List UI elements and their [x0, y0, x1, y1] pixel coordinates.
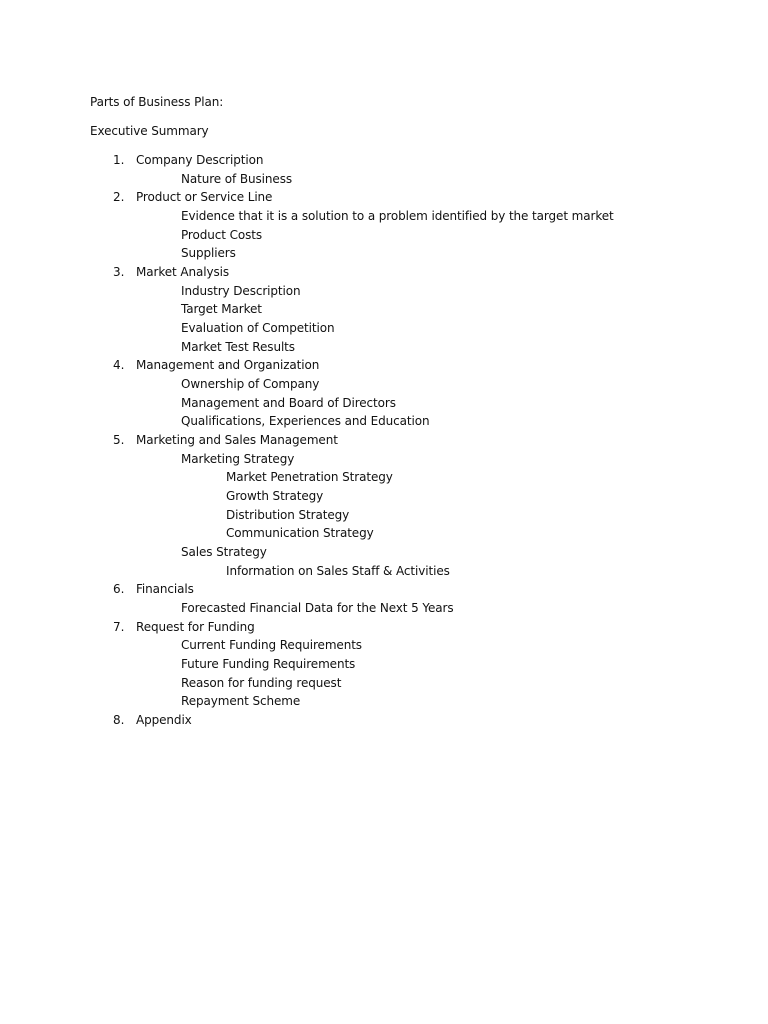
subsection-item: Industry Description [181, 284, 301, 298]
sub-subsection-item: Growth Strategy [226, 489, 324, 503]
subsection-item: Product Costs [181, 228, 263, 242]
section-title: Request for Funding [136, 620, 255, 634]
subsection-item: Management and Board of Directors [181, 396, 396, 410]
subsection-item: Suppliers [181, 246, 236, 260]
section-number: 5. [113, 433, 125, 447]
subsection-item: Reason for funding request [181, 676, 342, 690]
sub-subsection-item: Information on Sales Staff & Activities [226, 564, 450, 578]
section-number: 1. [113, 153, 125, 167]
sub-subsection-item: Market Penetration Strategy [226, 470, 393, 484]
section-number: 4. [113, 358, 125, 372]
subsection-item: Forecasted Financial Data for the Next 5 Years [181, 601, 454, 615]
subsection-item: Current Funding Requirements [181, 638, 362, 652]
section-number: 6. [113, 582, 125, 596]
subsection-item: Future Funding Requirements [181, 657, 356, 671]
subsection-item: Qualifications, Experiences and Education [181, 414, 430, 428]
section-title: Marketing and Sales Management [136, 433, 338, 447]
subsection-item: Marketing Strategy [181, 452, 295, 466]
section-number: 3. [113, 265, 125, 279]
subsection-item: Repayment Scheme [181, 694, 301, 708]
subsection-item: Ownership of Company [181, 377, 320, 391]
executive-summary-label: Executive Summary [90, 124, 209, 138]
document-heading: Parts of Business Plan: [90, 95, 224, 109]
sub-subsection-item: Communication Strategy [226, 526, 374, 540]
subsection-item: Nature of Business [181, 172, 293, 186]
section-title: Company Description [136, 153, 264, 167]
subsection-item: Evidence that it is a solution to a problem identified by the target market [181, 209, 614, 223]
section-title: Financials [136, 582, 194, 596]
subsection-item: Target Market [181, 302, 262, 316]
subsection-item: Sales Strategy [181, 545, 267, 559]
sub-subsection-item: Distribution Strategy [226, 508, 350, 522]
subsection-item: Market Test Results [181, 340, 295, 354]
section-number: 7. [113, 620, 125, 634]
section-title: Product or Service Line [136, 190, 273, 204]
section-number: 8. [113, 713, 125, 727]
section-title: Appendix [136, 713, 192, 727]
section-title: Management and Organization [136, 358, 320, 372]
section-number: 2. [113, 190, 125, 204]
section-title: Market Analysis [136, 265, 230, 279]
subsection-item: Evaluation of Competition [181, 321, 335, 335]
